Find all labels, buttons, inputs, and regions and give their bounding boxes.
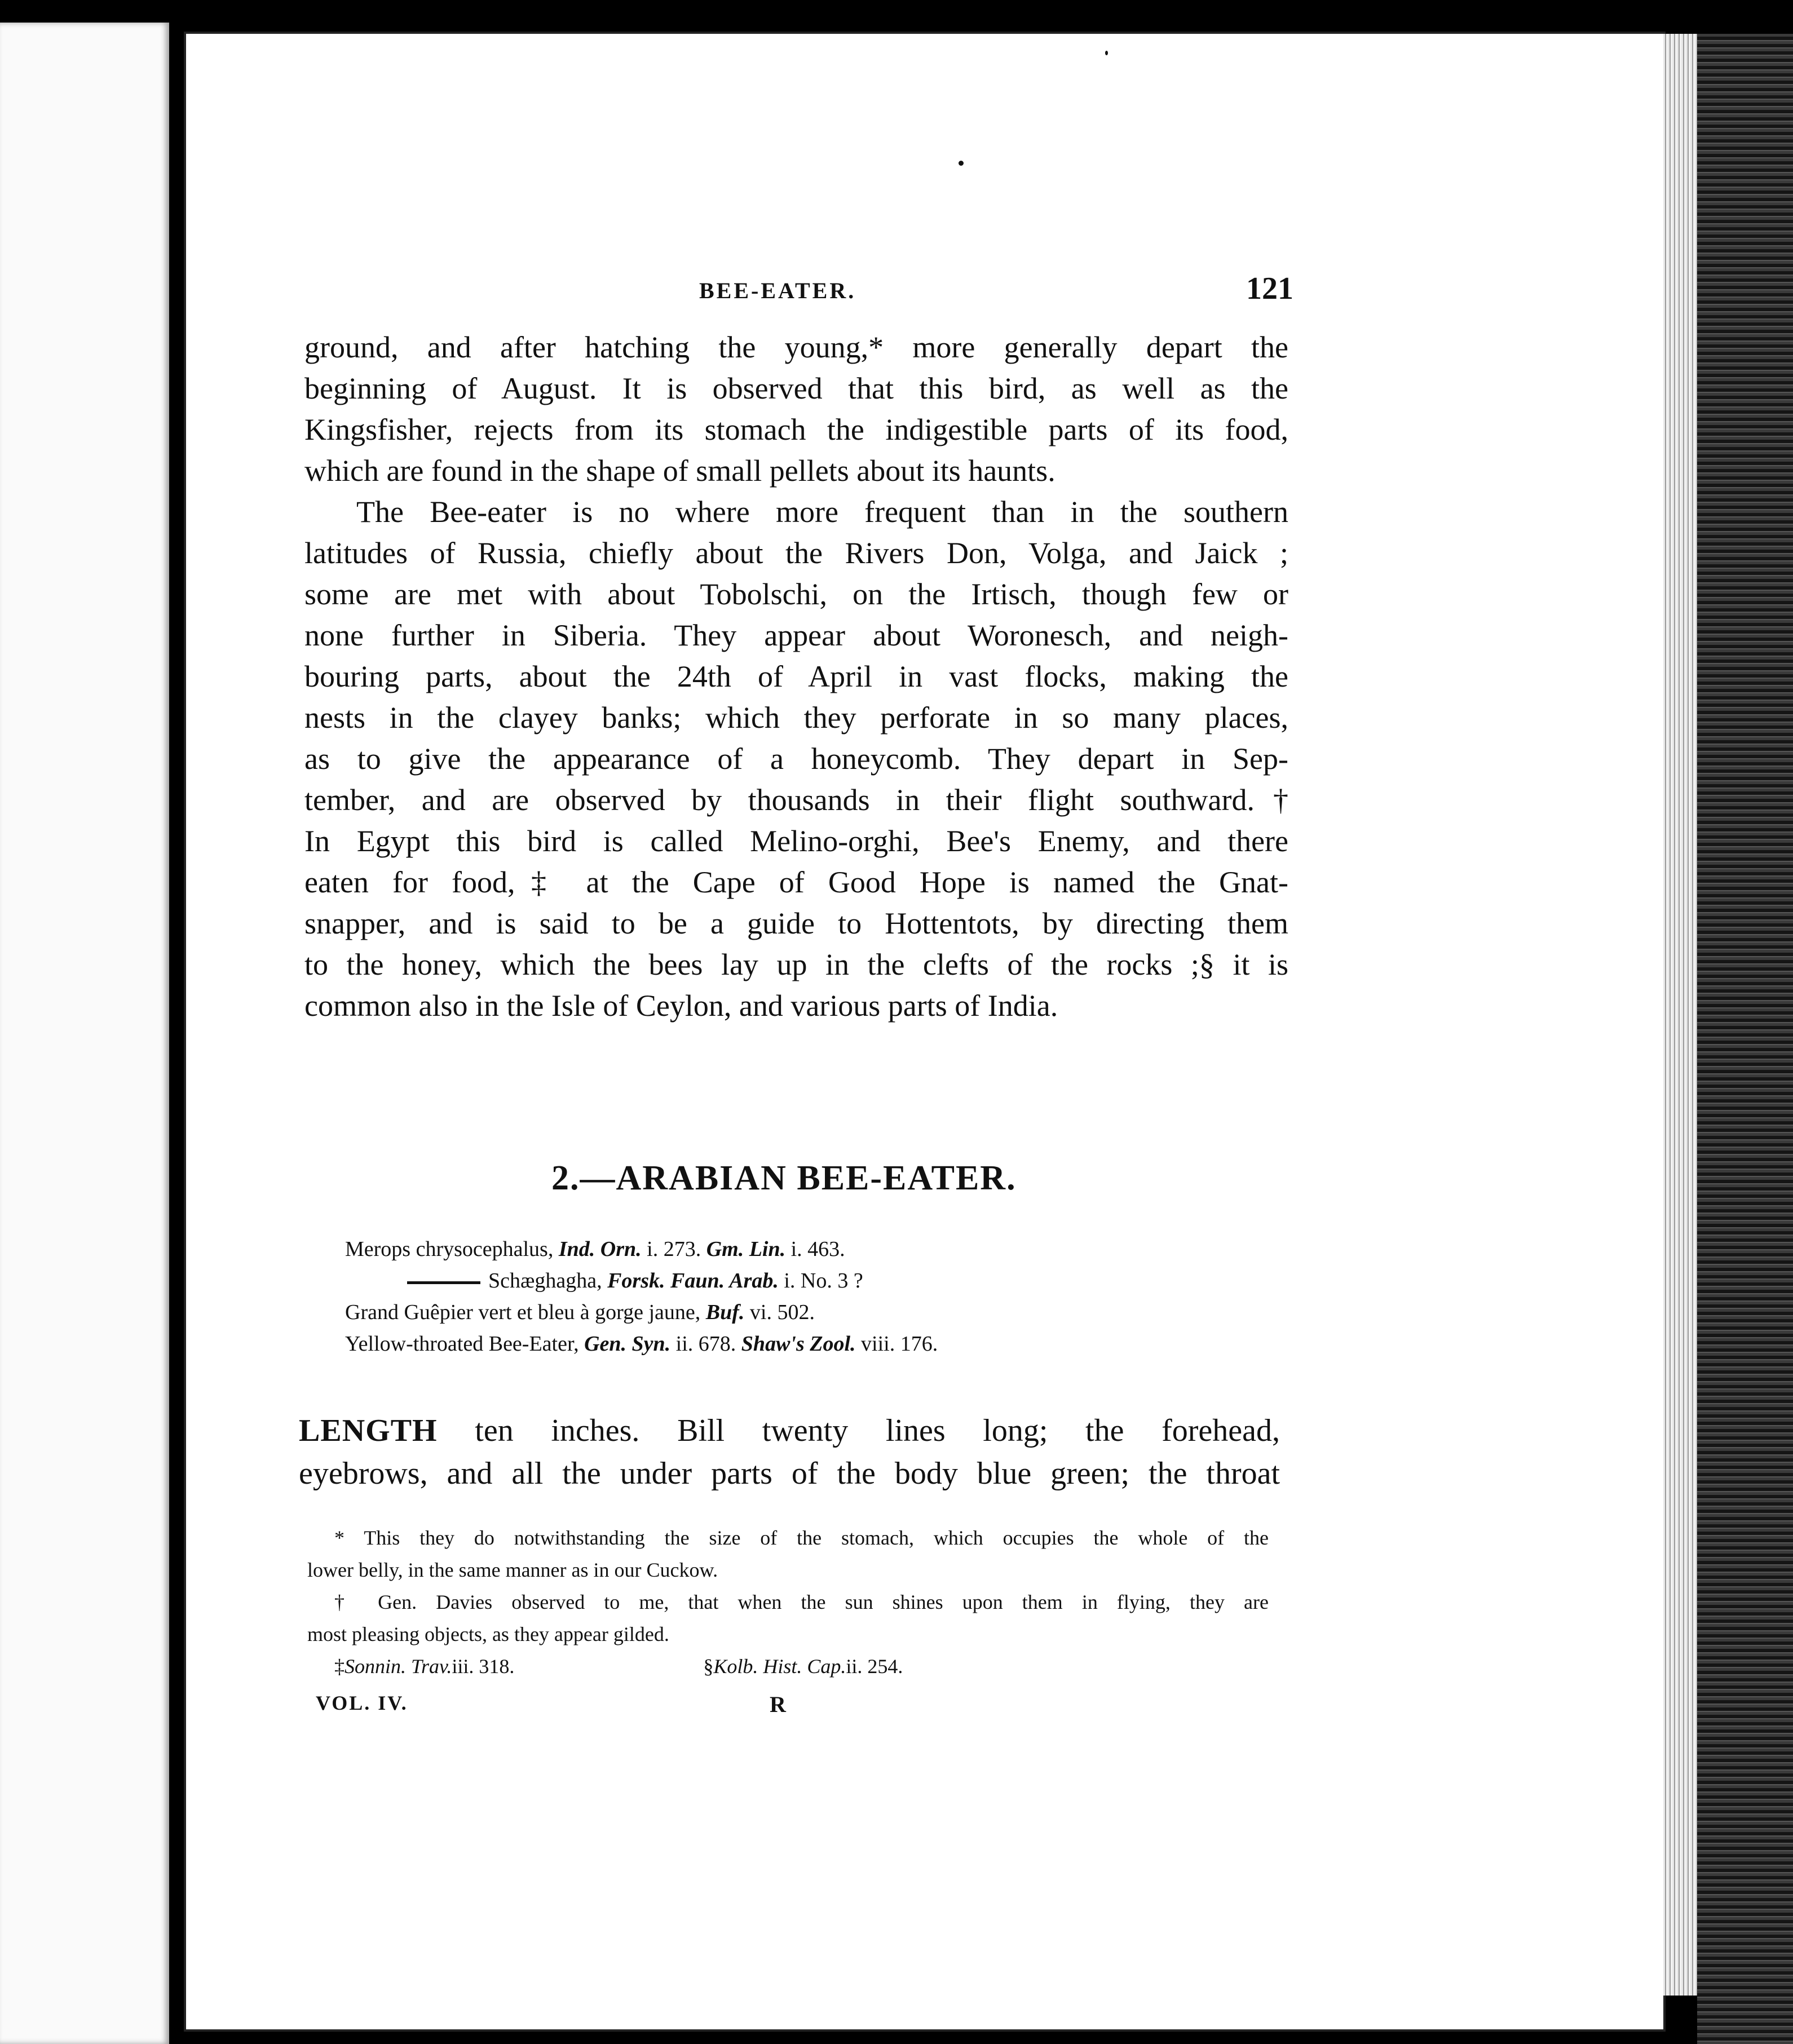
body-text (304, 327, 1288, 1027)
book-cover-edge (1697, 34, 1793, 2044)
signature-letter: R (770, 1692, 788, 1717)
text-line: nests in the clayey banks; which they perforate in so many places, (304, 701, 1288, 735)
synonymy-entry: Merops chrysocephalus, Ind. Orn. i. 273. Gm. Lin. i. 463. (345, 1237, 845, 1261)
ink-speck (1105, 51, 1108, 55)
text-line: latitudes of Russia, chiefly about the Rivers Don, Volga, and Jaick ; (304, 536, 1288, 570)
synonymy-entry: Schæghagha, Forsk. Faun. Arab. i. No. 3 ? (345, 1265, 938, 1297)
section-title: 2.—ARABIAN BEE-EATER. (551, 1159, 1017, 1197)
text-line: bouring parts, about the 24th of April in vast flocks, making the (304, 660, 1288, 693)
text-line: ground, and after hatching the young,* more generally depart the (304, 330, 1288, 364)
text-line: common also in the Isle of Ceylon, and various parts of India. (304, 989, 1058, 1023)
text-line: to the honey, which the bees lay up in the clefts of the rocks ;§ it is (304, 948, 1288, 981)
facing-page-edge (0, 23, 169, 2044)
running-head: BEE-EATER. (699, 278, 856, 303)
species-description (299, 1409, 1280, 1495)
text-line: beginning of August. It is observed that this bird, as well as the (304, 371, 1288, 405)
text-line: as to give the appearance of a honeycomb. They depart in Sep- (304, 742, 1288, 776)
synonymy-entry: Grand Guêpier vert et bleu à gorge jaune, Buf. vi. 502. (345, 1300, 815, 1324)
lead-word: LENGTH (299, 1413, 438, 1448)
text-line: tember, and are observed by thousands in their flight southward.† (304, 783, 1288, 817)
footnote-line: † Gen. Davies observed to me, that when the sun shines upon them in flying, they are (334, 1591, 1269, 1613)
text-line: snapper, and is said to be a guide to Hottentots, by directing them (304, 906, 1288, 940)
text-line: The Bee-eater is no where more frequent than in the southern (356, 495, 1288, 529)
text-line: Kingsfisher, rejects from its stomach the indigestible parts of its food, (304, 413, 1288, 446)
footnotes (307, 1522, 1269, 1683)
footnote-line: most pleasing objects, as they appear gilded. (307, 1623, 669, 1645)
footnote-line (307, 1651, 1269, 1683)
ditto-rule (407, 1281, 480, 1284)
synonymy-list (345, 1233, 938, 1360)
text-line: which are found in the shape of small pellets about its haunts. (304, 454, 1056, 488)
volume-mark: VOL. IV. (316, 1692, 408, 1714)
text-line: eaten for food,‡ at the Cape of Good Hope is named the Gnat- (304, 865, 1288, 899)
text-line: none further in Siberia. They appear about Woronesch, and neigh- (304, 618, 1288, 652)
footnote-line: lower belly, in the same manner as in our Cuckow. (307, 1559, 718, 1581)
text-line: LENGTH ten inches. Bill twenty lines long; the forehead, (299, 1413, 1280, 1448)
synonymy-entry: Yellow-throated Bee-Eater, Gen. Syn. ii. 678. Shaw's Zool. viii. 176. (345, 1332, 938, 1356)
signature-line (316, 1691, 823, 1715)
text-line: In Egypt this bird is called Melino-orghi, Bee's Enemy, and there (304, 824, 1288, 858)
footnote-ddagger: ‡Sonnin. Trav.iii. 318. (334, 1655, 515, 1678)
ink-speck (959, 161, 964, 166)
page-block-edges (1663, 34, 1699, 1996)
footnote-line: * This they do notwithstanding the size of the stomach, which occupies the whole of the (334, 1527, 1269, 1549)
page-number: 121 (1246, 271, 1293, 306)
text-line: eyebrows, and all the under parts of the body blue green; the throat (299, 1456, 1280, 1491)
footnote-section: §Kolb. Hist. Cap.ii. 254. (703, 1655, 903, 1678)
text-line: some are met with about Tobolschi, on the Irtisch, though few or (304, 577, 1288, 611)
